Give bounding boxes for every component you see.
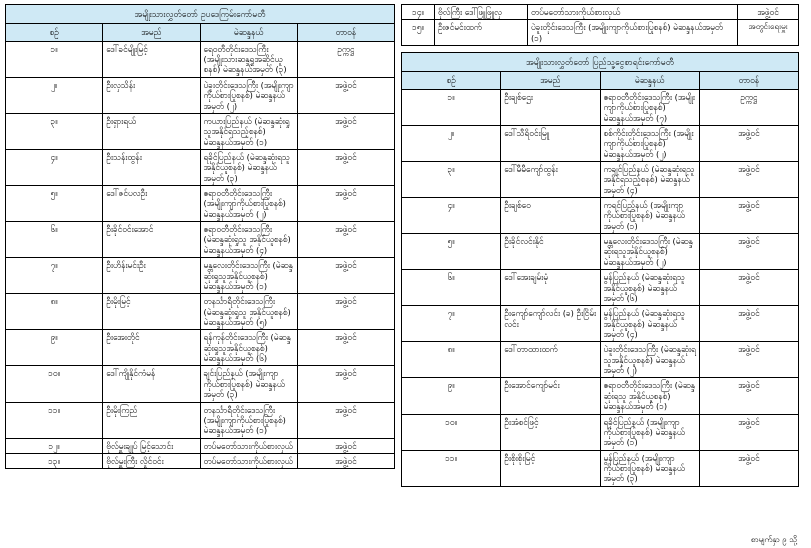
table-row — [402, 5, 799, 20]
left-column — [5, 4, 395, 544]
row-duty: အဖွဲ့ဝင် — [297, 402, 394, 438]
row-name: ဦးစိုးစိုးမြင့် — [501, 450, 600, 486]
row-duty: အဖွဲ့ဝင် — [699, 125, 798, 161]
row-constituency: ဧရာဝတီတိုင်းဒေသကြီး (မဲဆန္ဒဆုံးရှုသူ အနိုင်ယူစနစ်) မဲဆန္ဒနယ်အမှတ် (၄) — [200, 222, 297, 258]
right-column — [401, 4, 799, 544]
row-duty: အဖွဲ့ဝင် — [699, 450, 798, 486]
table-row — [402, 450, 799, 486]
continuation-note: စာမျက်နှာ ၉ သို့ — [750, 535, 797, 544]
row-name: ဒေါ်ကျိုနိုင်ကံမန် — [103, 366, 200, 402]
table-row — [6, 113, 395, 149]
row-constituency: တနင်္သာရီတိုင်းဒေသကြီး (အမျိုးကျာကိုယ်စားပြုစနစ်) မဲဆန္ဒနယ်အမှတ် (၁) — [200, 402, 297, 438]
row-duty: အဖွဲ့ဝင် — [738, 5, 799, 20]
row-no: ၂။ — [6, 77, 103, 113]
row-constituency: ရခိုင်ပြည်နယ် (အမျိုးကျာကိုယ်စားပြုစနစ်) မဲဆန္ဒနယ်အမှတ် (၁) — [600, 414, 699, 450]
table-row — [6, 453, 395, 468]
row-constituency: ရန်ကုန်တိုင်းဒေသကြီး (မဲဆန္ဒဆုံးရှုသူအနိုင်ယူစနစ်) မဲဆန္ဒနယ်အမှတ် (၆) — [200, 330, 297, 366]
row-constituency: မွန်ပြည်နယ် (မဲဆန္ဒဆုံးရသူအနိုင်ယူစနစ်) မဲဆန္ဒနယ်အမှတ် (၆) — [600, 270, 699, 306]
table-row — [6, 366, 395, 402]
row-name: ဦးရှားရယ် — [103, 113, 200, 149]
row-name: ဦးဇင်မင်းထက် — [435, 20, 528, 46]
row-constituency: တပ်မတော်သားကိုယ်စားလှယ် — [200, 438, 297, 453]
row-duty: အဖွဲ့ဝင် — [699, 161, 798, 197]
row-name: ဦးမိုးမြင့် — [103, 294, 200, 330]
row-constituency: ကချင်ပြည်နယ် (မဲဆန္ဒဆုံးရသူအနိုင်ရသည့်စနစ်) မဲဆန္ဒနယ်အမှတ် (၄) — [600, 161, 699, 197]
row-no: ၄။ — [402, 198, 501, 234]
row-no: ၈။ — [402, 342, 501, 378]
row-constituency: ကယားပြည်နယ် (မဲဆန္ဒဆုံးရှုသူအနိုင်ရသည့်စနစ်) မဲဆန္ဒနယ်အမှတ် (၁) — [200, 113, 297, 149]
row-name: ဗိုလ်မှူးချုပ် မြင့်သောင်း — [103, 438, 200, 453]
row-no: ၁၁။ — [402, 450, 501, 486]
row-constituency: ဧရာဝတီတိုင်းဒေသကြီး (အမျိုးကျာကိုယ်စားပြုစနစ်) မဲဆန္ဒနယ်အမှတ် (၇) — [600, 89, 699, 125]
row-constituency: စစ်ကိုင်းတိုင်းဒေသကြီး (အမျိုးကျာကိုယ်စားပြုစနစ်) မဲဆန္ဒနယ်အမှတ် (၂) — [600, 125, 699, 161]
table-row — [6, 402, 395, 438]
row-constituency: မန္တလေးတိုင်းဒေသကြီး (မဲဆန္ဒဆုံးရှုသူအနိုင်ယူစနစ်) မဲဆန္ဒနယ်အမှတ် (၁) — [200, 258, 297, 294]
legislation-committee-table — [5, 4, 395, 469]
col-header-no: စဉ် — [6, 24, 103, 41]
row-constituency: ရခိုင်ပြည်နယ် (မဲဆန္ဒဆုံးရသူအနိုင်ယူစနစ်) မဲဆန္ဒနယ်အမှတ် (၃) — [200, 149, 297, 185]
row-constituency: ပဲခူးတိုင်းဒေသကြီး (မဲဆန္ဒဆုံးရသူအနိုင်ယူစနစ်) မဲဆန္ဒနယ်အမှတ် (၂) — [600, 342, 699, 378]
table-row — [6, 294, 395, 330]
col-header-constituency: မဲဆန္ဒနယ် — [600, 72, 699, 89]
row-no: ၆။ — [402, 270, 501, 306]
col-header-duty: တာဝန် — [297, 24, 394, 41]
row-duty: အဖွဲ့ဝင် — [699, 198, 798, 234]
table-row — [402, 378, 799, 414]
row-no: ၁။ — [6, 41, 103, 77]
table-row — [402, 125, 799, 161]
row-duty: အဖွဲ့ဝင် — [699, 342, 798, 378]
row-no: ၁၂။ — [6, 438, 103, 453]
row-name: ဦးချစ်ဌေး — [501, 89, 600, 125]
table-row — [402, 198, 799, 234]
row-name: ဦးကျော်ကျော်လင်း (ခ) ဦးငြိမ်းလင်း — [501, 306, 600, 342]
table-title-row — [6, 5, 395, 24]
table-row — [6, 222, 395, 258]
row-constituency: တနင်္သာရီတိုင်းဒေသကြီး (မဲဆန္ဒဆုံးရှုသူ အနိုင်ယူစနစ်) မဲဆန္ဒနယ်အမှတ် (၅) — [200, 294, 297, 330]
row-duty: အဖွဲ့ဝင် — [297, 222, 394, 258]
row-duty: အဖွဲ့ဝင် — [699, 270, 798, 306]
table-row — [402, 414, 799, 450]
row-constituency: မန္တလေးတိုင်းဒေသကြီး (မဲဆန္ဒဆုံးရသူအနိုင်ယူစနစ်) မဲဆန္ဒနယ်အမှတ် (၂) — [600, 234, 699, 270]
row-name: ဦးခိုင်ဝင်းအောင် — [103, 222, 200, 258]
right-table-title: အမျိုးသားလွှတ်တော် ပြည်သူ့ငွေစာရင်းကော်မတီ — [402, 53, 799, 72]
table-row — [402, 20, 799, 46]
row-name: ဦးမိုးကြည် — [103, 402, 200, 438]
row-constituency: ကရင်ပြည်နယ် (အမျိုးကျာကိုယ်စားပြုစနစ်) မဲဆန္ဒနယ်အမှတ် (၁) — [600, 198, 699, 234]
row-constituency: ဧရာဝတီတိုင်းဒေသကြီး (အမျိုးကျာကိုယ်စားပြုစနစ်) မဲဆန္ဒနယ်အမှတ် (၂) — [200, 186, 297, 222]
row-duty: အတွင်းရေးမှူး — [738, 20, 799, 46]
row-constituency: တပ်မတော်သားကိုယ်စားလှယ် — [200, 453, 297, 468]
left-table-title: အမျိုးသားလွှတ်တော် ဥပဒေကြမ်းကော်မတီ — [6, 5, 395, 24]
row-no: ၁၃။ — [6, 453, 103, 468]
row-name: ဦးချစ်ဝေ — [501, 198, 600, 234]
row-name: ဒေါ်သီရိဝင်းမြူ — [501, 125, 600, 161]
row-duty: အဖွဲ့ဝင် — [297, 258, 394, 294]
row-name: ဒေါ်ခင်မျိုးမြင့် — [103, 41, 200, 77]
row-duty: အဖွဲ့ဝင် — [699, 378, 798, 414]
table-row — [6, 149, 395, 185]
row-no: ၁၄။ — [402, 5, 435, 20]
table-header-row — [6, 24, 395, 41]
table-row — [402, 306, 799, 342]
row-no: ၉။ — [6, 330, 103, 366]
table-row — [402, 89, 799, 125]
row-name: ဒေါ်မီမီကျော်ထွန်း — [501, 161, 600, 197]
row-constituency: တပ်မတော်သားကိုယ်စားလှယ် — [528, 5, 738, 20]
row-duty: ဥက္ကဋ္ဌ — [297, 41, 394, 77]
row-duty: အဖွဲ့ဝင် — [699, 234, 798, 270]
table-row — [6, 186, 395, 222]
row-no: ၃။ — [402, 161, 501, 197]
col-header-name: အမည် — [103, 24, 200, 41]
row-name: ဦးလှသိန်း — [103, 77, 200, 113]
row-no: ၈။ — [6, 294, 103, 330]
row-name: ဒေါ်ဇင်ပလဦး — [103, 186, 200, 222]
col-header-duty: တာဝန် — [699, 72, 798, 89]
row-no: ၇။ — [6, 258, 103, 294]
row-no: ၉။ — [402, 378, 501, 414]
row-no: ၁။ — [402, 89, 501, 125]
row-constituency: မွန်ပြည်နယ် (အမျိုးကျာကိုယ်စားပြုစနစ်) မဲဆန္ဒနယ်အမှတ် (၃) — [600, 450, 699, 486]
table-title-row — [402, 53, 799, 72]
row-name: ဦးအောင်ကျော်မင်း — [501, 378, 600, 414]
table-header-row — [402, 72, 799, 89]
row-name: ဦးအေးတိုင် — [103, 330, 200, 366]
row-name: ဦးသန်းထွန်း — [103, 149, 200, 185]
row-name: ဦးအံစင်ဖြင့် — [501, 414, 600, 450]
row-constituency: မွန်ပြည်နယ် (မဲဆန္ဒဆုံးရသူအနိုင်ယူစနစ်) မဲဆန္ဒနယ်အမှတ် (၄) — [600, 306, 699, 342]
table-row — [6, 330, 395, 366]
row-no: ၂။ — [402, 125, 501, 161]
table-row — [6, 77, 395, 113]
row-duty: အဖွဲ့ဝင် — [297, 453, 394, 468]
row-no: ၁၀။ — [6, 366, 103, 402]
public-accounts-committee-table — [401, 52, 799, 487]
row-duty: အဖွဲ့ဝင် — [699, 306, 798, 342]
row-duty: အဖွဲ့ဝင် — [297, 77, 394, 113]
row-duty: အဖွဲ့ဝင် — [297, 330, 394, 366]
row-duty: အဖွဲ့ဝင် — [297, 113, 394, 149]
row-constituency: ဧရာဝတီတိုင်းဒေသကြီး (မဲဆန္ဒဆုံးရသူ အနိုင်ယူစနစ်) မဲဆန္ဒနယ်အမှတ် (၁) — [600, 378, 699, 414]
row-constituency: ပဲခူးတိုင်းဒေသကြီး (အမျိုးကျာကိုယ်စားပြုစနစ်) မဲဆန္ဒနယ်အမှတ် (၂) — [200, 77, 297, 113]
table-row — [6, 41, 395, 77]
row-name: ဗိုလ်မှူးကြီး လှိုင်ဝင်း — [103, 453, 200, 468]
table-row — [402, 270, 799, 306]
row-no: ၇။ — [402, 306, 501, 342]
row-duty: အဖွဲ့ဝင် — [297, 149, 394, 185]
row-name: ဒေါ်တာထားထက် — [501, 342, 600, 378]
row-name: ဦးခိုင်လင်းနိုင် — [501, 234, 600, 270]
row-name: ဗိုလ်ကြီး ဒေါ်ဖြူဖြူလှ — [435, 5, 528, 20]
table-row — [402, 161, 799, 197]
row-duty: အဖွဲ့ဝင် — [699, 414, 798, 450]
legislation-committee-continued-table — [401, 4, 799, 46]
table-row — [402, 342, 799, 378]
row-no: ၁၅။ — [402, 20, 435, 46]
row-no: ၅။ — [6, 186, 103, 222]
row-no: ၃။ — [6, 113, 103, 149]
row-no: ၆။ — [6, 222, 103, 258]
row-duty: အဖွဲ့ဝင် — [297, 438, 394, 453]
col-header-constituency: မဲဆန္ဒနယ် — [200, 24, 297, 41]
col-header-name: အမည် — [501, 72, 600, 89]
row-name: ဦးဟိန်းမင်းဦး — [103, 258, 200, 294]
row-name: ဒေါ်အေးချမ်းမုံ — [501, 270, 600, 306]
row-no: ၁၁။ — [6, 402, 103, 438]
row-no: ၄။ — [6, 149, 103, 185]
row-no: ၅။ — [402, 234, 501, 270]
row-no: ၁၀။ — [402, 414, 501, 450]
row-constituency: ချင်းပြည်နယ် (အမျိုးကျာကိုယ်စားပြုစနစ်) မဲဆန္ဒနယ်အမှတ် (၃) — [200, 366, 297, 402]
table-row — [6, 438, 395, 453]
col-header-no: စဉ် — [402, 72, 501, 89]
row-duty: အဖွဲ့ဝင် — [297, 294, 394, 330]
table-row — [6, 258, 395, 294]
row-constituency: ပဲခူးတိုင်းဒေသကြီး (အမျိုးကျာကိုယ်စားပြုစနစ်) မဲဆန္ဒနယ်အမှတ် (၁) — [528, 20, 738, 46]
row-duty: အဖွဲ့ဝင် — [297, 366, 394, 402]
row-constituency: ရေဝတီတိုင်းဒေသကြီး (အမျိုးသားဆန္ဒရှုအဆိုင်ယူစနစ်) မဲဆန္ဒနယ်အမှတ် (၃) — [200, 41, 297, 77]
table-row — [402, 234, 799, 270]
row-duty: ဥက္ကဋ္ဌ — [699, 89, 798, 125]
row-duty: အဖွဲ့ဝင် — [297, 186, 394, 222]
